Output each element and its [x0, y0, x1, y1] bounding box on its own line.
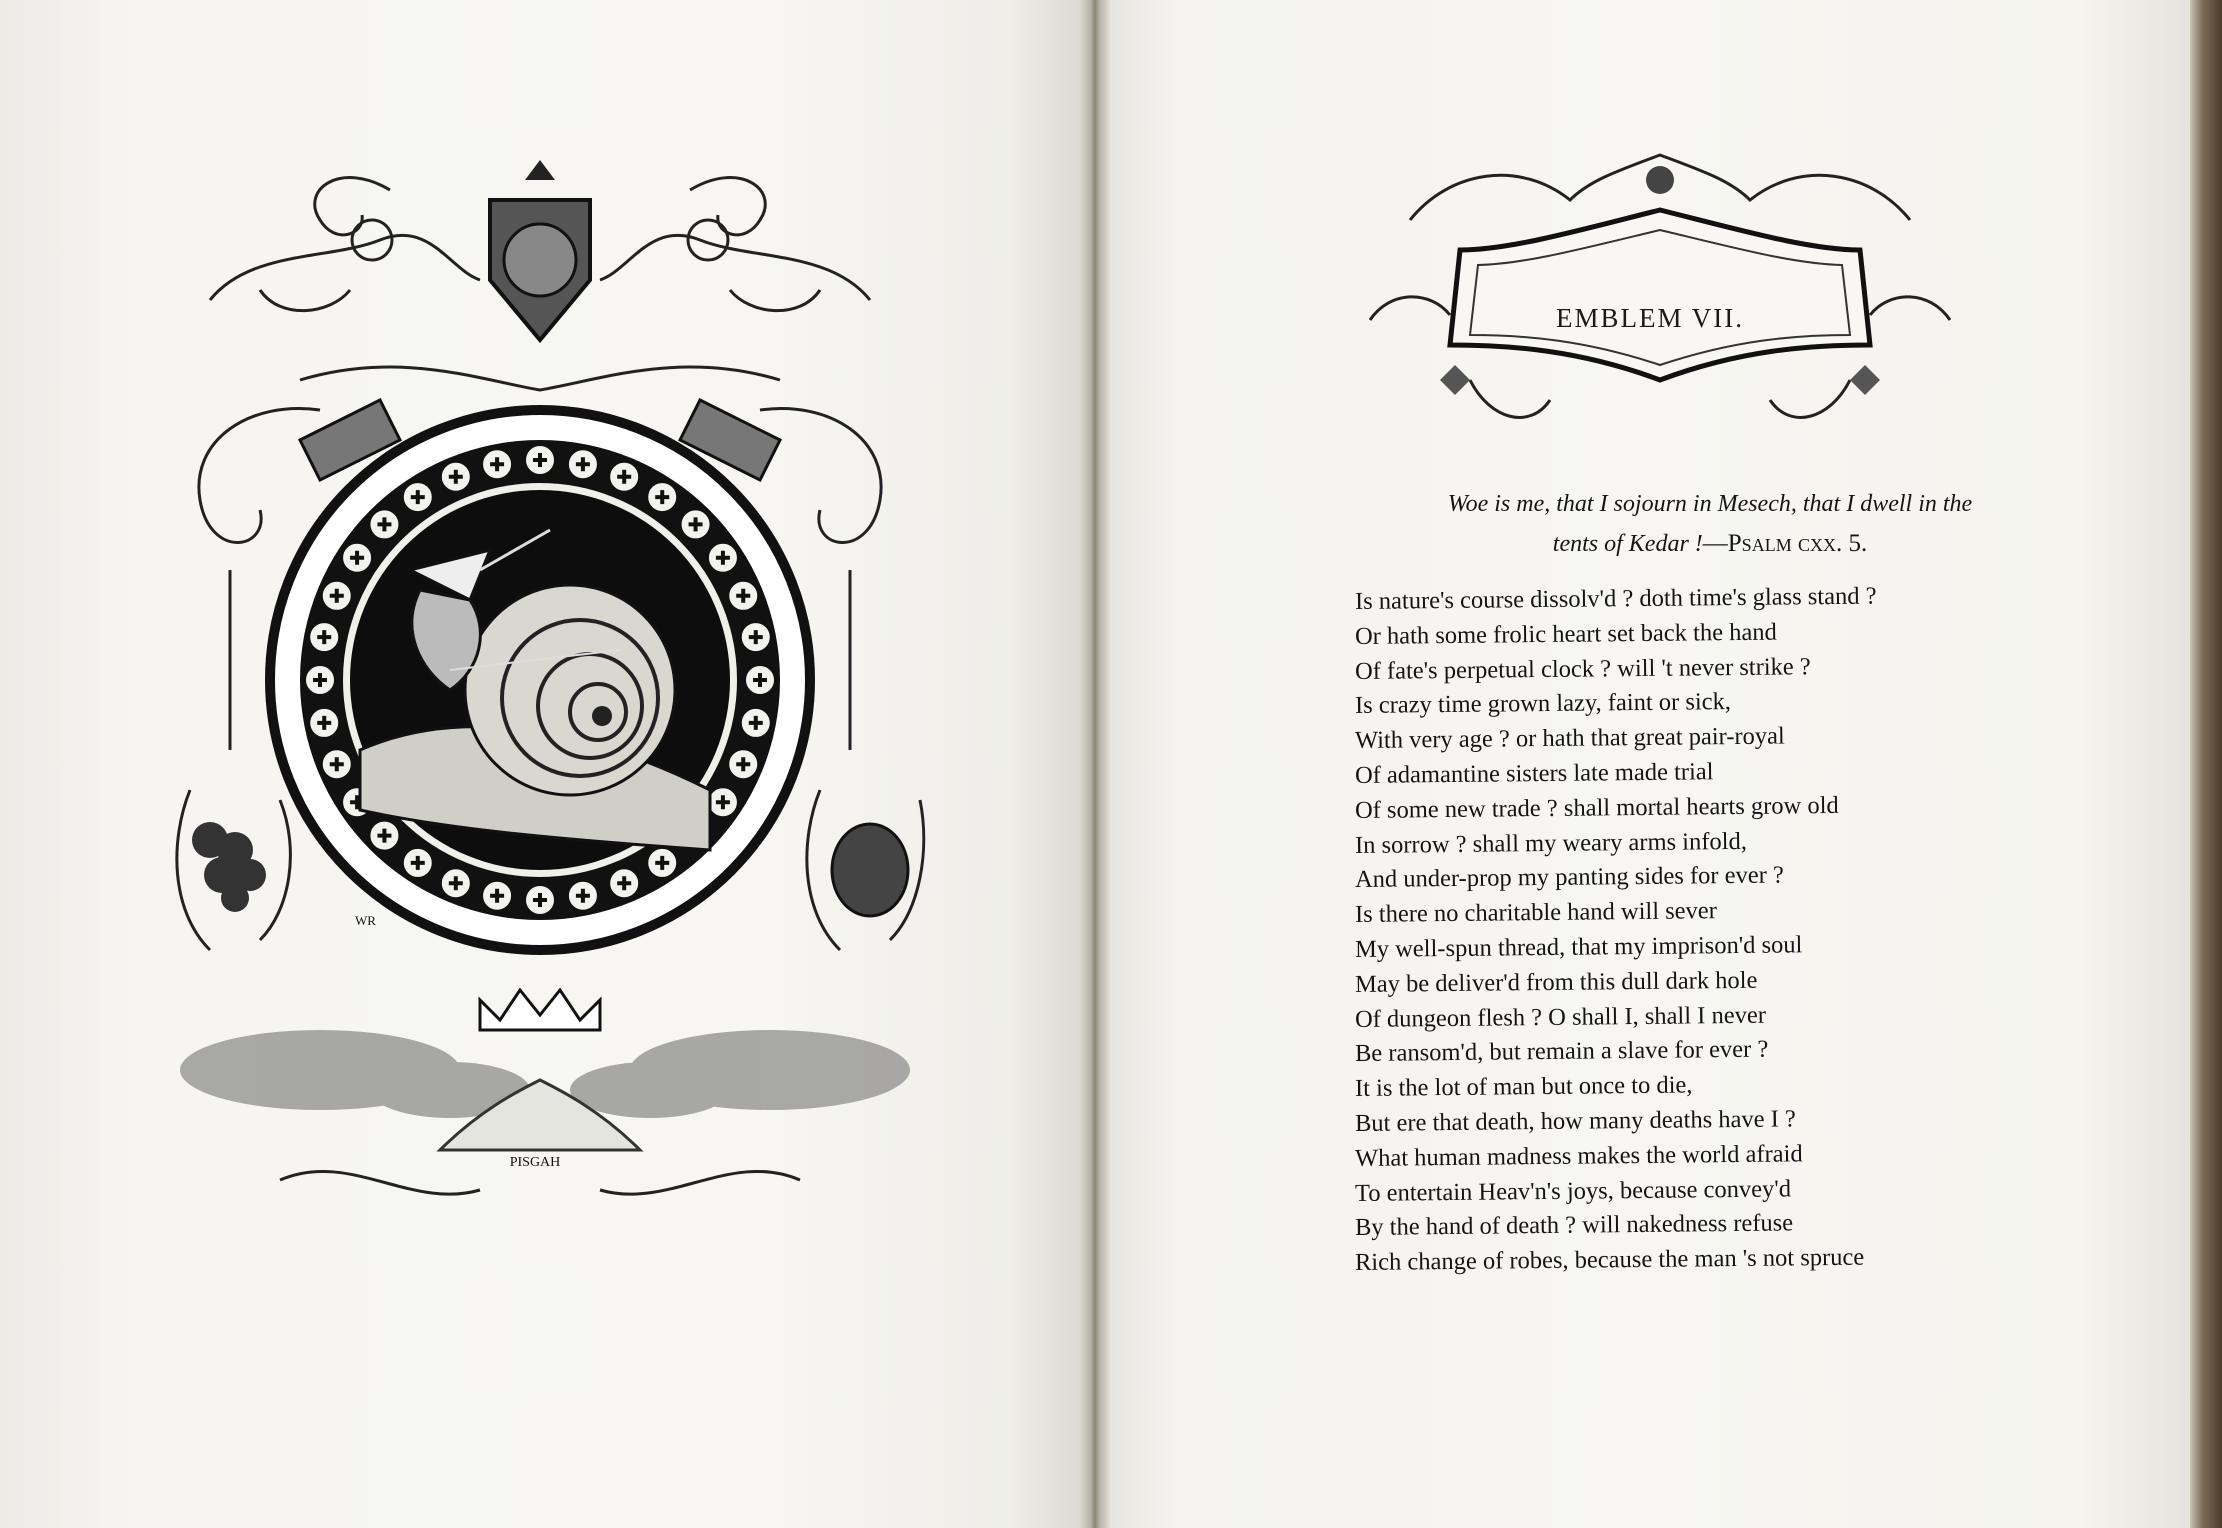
poem-line: But ere that death, how many deaths have I ?: [1354, 1105, 1796, 1137]
poem-line: Or hath some frolic heart set back the hand: [1354, 618, 1777, 650]
poem-line: Of adamantine sisters late made trial: [1354, 758, 1714, 789]
snail-emblem-engraving: [150, 150, 930, 1280]
emblem-heading-cartouche: [1350, 140, 1970, 460]
poem-line: Of dungeon flesh ? O shall I, shall I never: [1354, 1001, 1767, 1033]
poem-line: Be ransom'd, but remain a slave for ever ?: [1354, 1036, 1769, 1068]
pisgah-banner-label: PISGAH: [509, 1155, 561, 1170]
poem-text: [1354, 582, 2155, 1281]
poem-line: My well-spun thread, that my imprison'd soul: [1354, 931, 1803, 963]
book-cover-edge: [2190, 0, 2222, 1528]
epigraph: [1300, 485, 2120, 564]
poem-line: With very age ? or hath that great pair-royal: [1354, 722, 1785, 755]
poem-line: Is there no charitable hand will sever: [1354, 897, 1718, 929]
poem-line: What human madness makes the world afraid: [1354, 1140, 1803, 1172]
poem-line: Of fate's perpetual clock ? will 't never strike ?: [1354, 652, 1811, 685]
left-page: [0, 0, 1100, 1528]
right-page: [1110, 0, 2190, 1528]
poem-line: It is the lot of man but once to die,: [1354, 1071, 1693, 1103]
poem-line: Is crazy time grown lazy, faint or sick,: [1354, 688, 1732, 720]
poem-line: Of some new trade ? shall mortal hearts grow old: [1354, 791, 1839, 824]
poem-line: May be deliver'd from this dull dark hole: [1354, 966, 1758, 998]
poem-line: In sorrow ? shall my weary arms infold,: [1354, 827, 1748, 859]
epigraph-citation: —Psalm cxx. 5.: [1702, 530, 1868, 557]
emblem-heading: EMBLEM VII.: [1556, 303, 1744, 333]
epigraph-line-2: tents of Kedar !: [1552, 531, 1703, 557]
poem-line: By the hand of death ? will nakedness refuse: [1354, 1209, 1794, 1242]
poem-line: And under-prop my panting sides for ever ?: [1354, 861, 1784, 894]
poem-line: Is nature's course dissolv'd ? doth time's glass stand ?: [1354, 582, 1877, 615]
poem-line: To entertain Heav'n's joys, because convey'd: [1354, 1174, 1792, 1207]
book-gutter: [1080, 0, 1110, 1528]
poem-line: Rich change of robes, because the man 's not spruce: [1354, 1243, 1865, 1277]
engraver-monogram: WR: [355, 913, 376, 928]
epigraph-line-1: Woe is me, that I sojourn in Mesech, that I dwell in the: [1447, 491, 1973, 517]
